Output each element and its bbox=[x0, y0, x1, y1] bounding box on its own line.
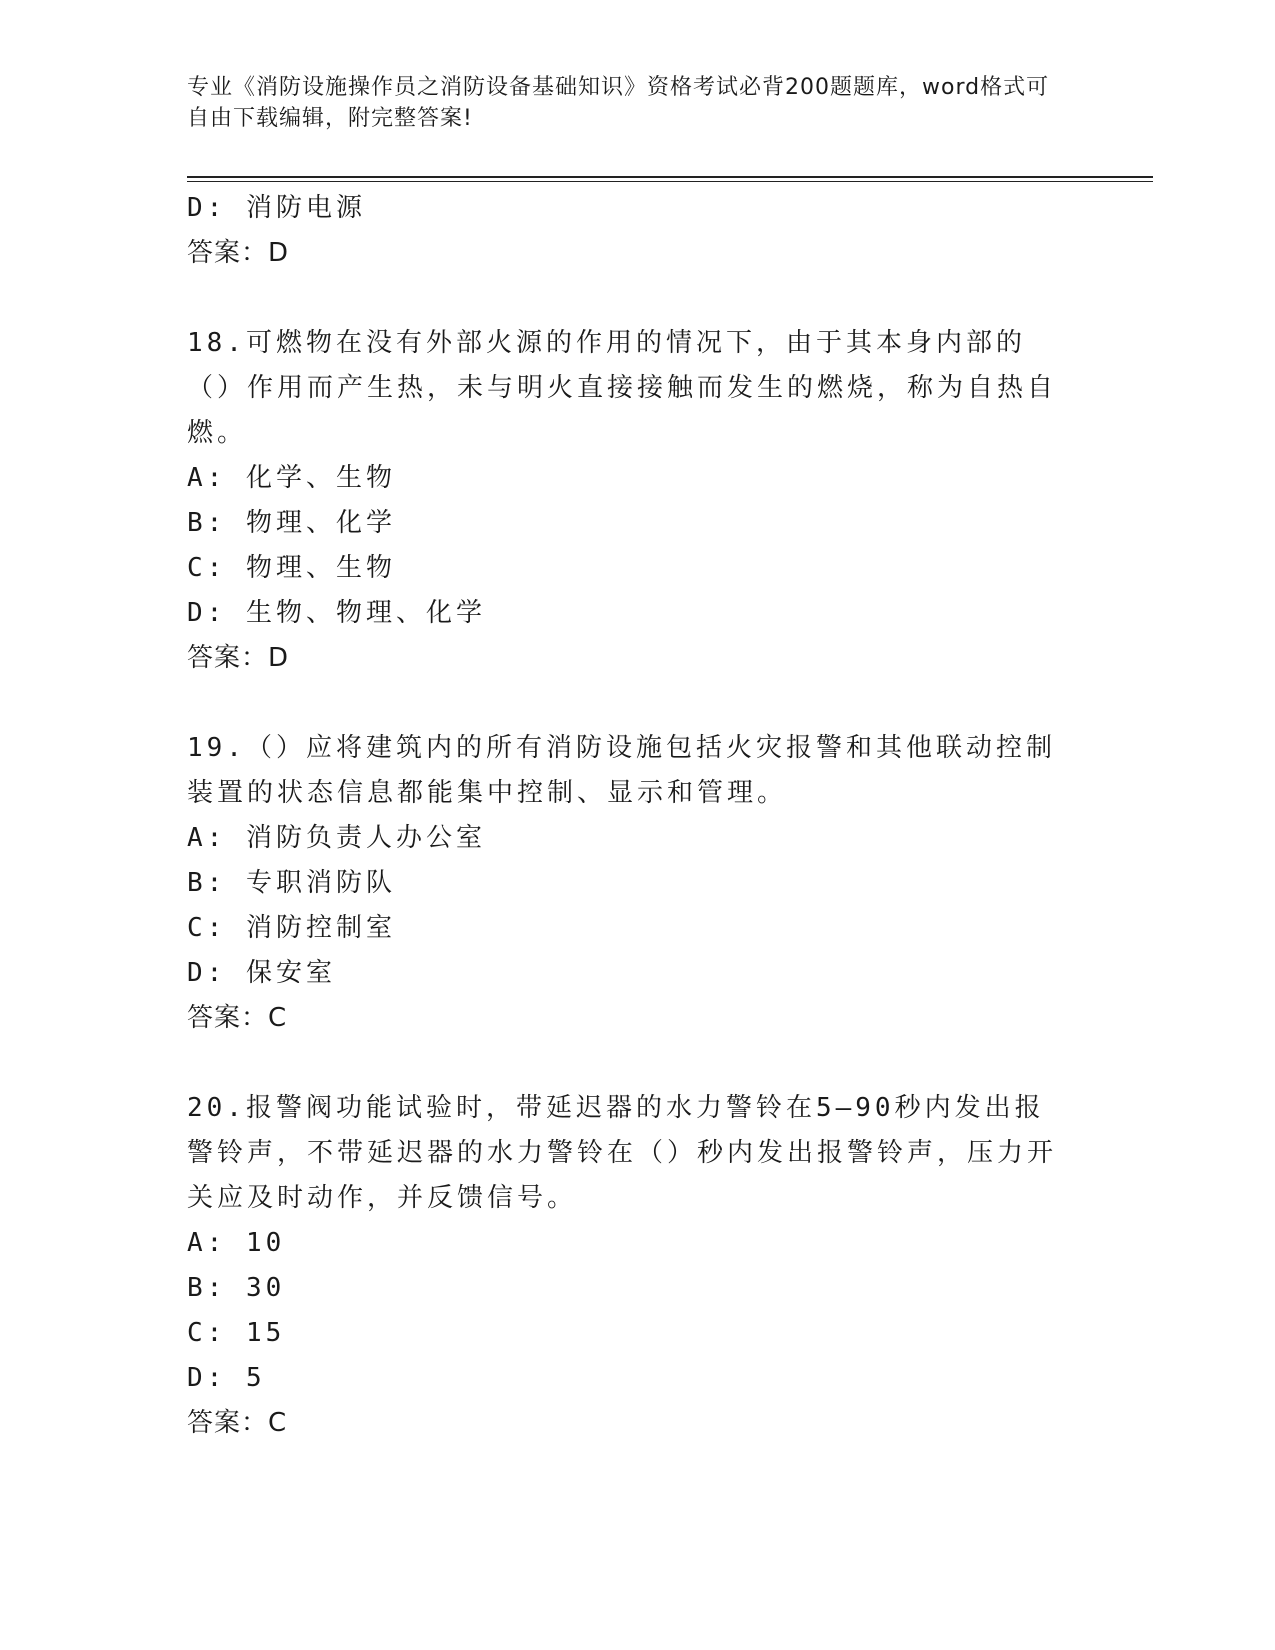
option-c: C: 物理、生物 bbox=[187, 553, 396, 583]
option-d: D: 保安室 bbox=[187, 958, 336, 988]
option-c: C: 消防控制室 bbox=[187, 913, 396, 943]
question-20 bbox=[187, 1086, 1087, 1446]
question-18 bbox=[187, 321, 1087, 681]
header-rule-thin bbox=[187, 181, 1153, 182]
answer: 答案：C bbox=[187, 1003, 288, 1033]
page-header: 专业《消防设施操作员之消防设备基础知识》资格考试必背200题题库，word格式可自由下载编辑，附完整答案! bbox=[187, 75, 1050, 131]
answer: 答案：C bbox=[187, 1408, 288, 1438]
option-a: A: 化学、生物 bbox=[187, 463, 396, 493]
option-d: D: 生物、物理、化学 bbox=[187, 598, 486, 628]
answer: 答案：D bbox=[187, 643, 290, 673]
question-stem: 20.报警阀功能试验时，带延迟器的水力警铃在5—90秒内发出报警铃声，不带延迟器的水力警铃在（）秒内发出报警铃声，压力开关应及时动作，并反馈信号。 bbox=[187, 1093, 1058, 1213]
question-stem: 19.（）应将建筑内的所有消防设施包括火灾报警和其他联动控制装置的状态信息都能集中控制、显示和管理。 bbox=[187, 733, 1056, 808]
option-d: D: 5 bbox=[187, 1363, 266, 1393]
option-b: B: 专职消防队 bbox=[187, 868, 396, 898]
header-rule-thick bbox=[187, 176, 1153, 178]
option-a: A: 消防负责人办公室 bbox=[187, 823, 486, 853]
option-b: B: 物理、化学 bbox=[187, 508, 396, 538]
question-stem: 18.可燃物在没有外部火源的作用的情况下，由于其本身内部的（）作用而产生热，未与明火直接接触而发生的燃烧，称为自热自燃。 bbox=[187, 328, 1058, 448]
question-19 bbox=[187, 726, 1087, 1041]
answer: 答案：D bbox=[187, 238, 290, 268]
option-b: B: 30 bbox=[187, 1273, 286, 1303]
option-d: D: 消防电源 bbox=[187, 193, 366, 223]
option-a: A: 10 bbox=[187, 1228, 286, 1258]
question-content bbox=[187, 186, 1087, 1446]
option-c: C: 15 bbox=[187, 1318, 286, 1348]
